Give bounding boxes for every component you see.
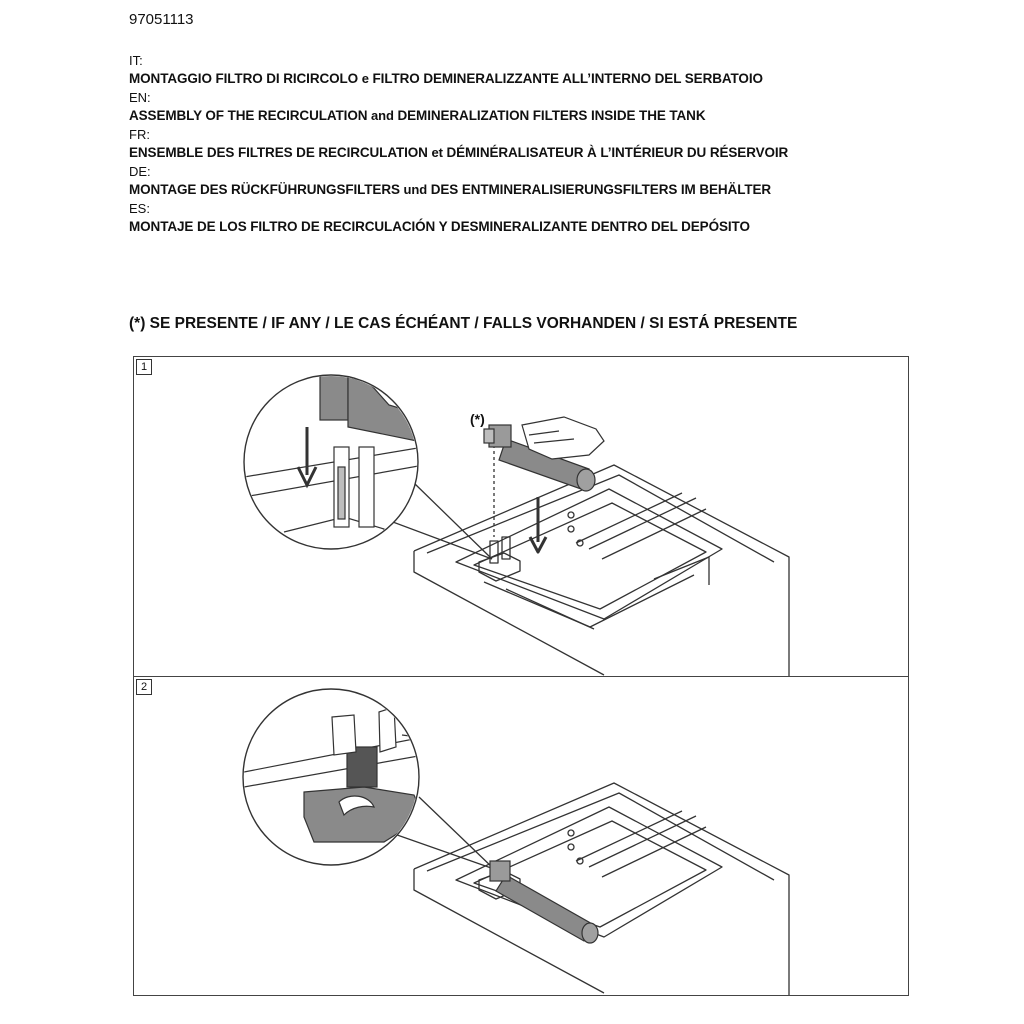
- assembly-title-it: MONTAGGIO FILTRO DI RICIRCOLO e FILTRO DEMINERALIZZANTE ALL’INTERNO DEL SERBATOIO: [129, 71, 763, 86]
- assembly-title-fr: ENSEMBLE DES FILTRES DE RECIRCULATION et DÉMINÉRALISATEUR À L’INTÉRIEUR DU RÉSERVOIR: [129, 145, 789, 160]
- step-1-number: 1: [136, 359, 152, 375]
- step-2-illustration: [134, 677, 908, 995]
- appliance-top-outline: [414, 783, 789, 995]
- lang-code-de: DE:: [129, 164, 151, 179]
- step-1-illustration: [134, 357, 908, 676]
- step-2-panel: [133, 676, 909, 996]
- if-any-note: (*) SE PRESENTE / IF ANY / LE CAS ÉCHÉANT / FALLS VORHANDEN / SI ESTÁ PRESENTE: [129, 315, 798, 332]
- lang-code-it: IT:: [129, 53, 143, 68]
- assembly-title-en: ASSEMBLY OF THE RECIRCULATION and DEMINERALIZATION FILTERS INSIDE THE TANK: [129, 108, 706, 123]
- assembly-title-es: MONTAJE DE LOS FILTRO DE RECIRCULACIÓN Y DESMINERALIZANTE DENTRO DEL DEPÓSITO: [129, 219, 750, 234]
- detail-magnifier: [244, 372, 434, 549]
- assembly-title-block: [129, 54, 969, 239]
- filter-socket: [479, 553, 520, 581]
- lang-code-fr: FR:: [129, 127, 150, 142]
- detail-magnifier: [243, 689, 434, 865]
- step-1-panel: [133, 356, 909, 677]
- assembly-title-de: MONTAGE DES RÜCKFÜHRUNGSFILTERS und DES ENTMINERALISIERUNGSFILTERS IM BEHÄLTER: [129, 182, 772, 197]
- installed-filter: [490, 861, 598, 943]
- appliance-top-outline: [414, 465, 789, 676]
- lang-code-en: EN:: [129, 90, 151, 105]
- lang-code-es: ES:: [129, 201, 150, 216]
- tank-opening: [456, 489, 722, 619]
- step-2-number: 2: [136, 679, 152, 695]
- if-any-marker: (*): [470, 411, 485, 427]
- document-code: 97051113: [129, 11, 194, 28]
- demineralization-filter: [484, 417, 604, 491]
